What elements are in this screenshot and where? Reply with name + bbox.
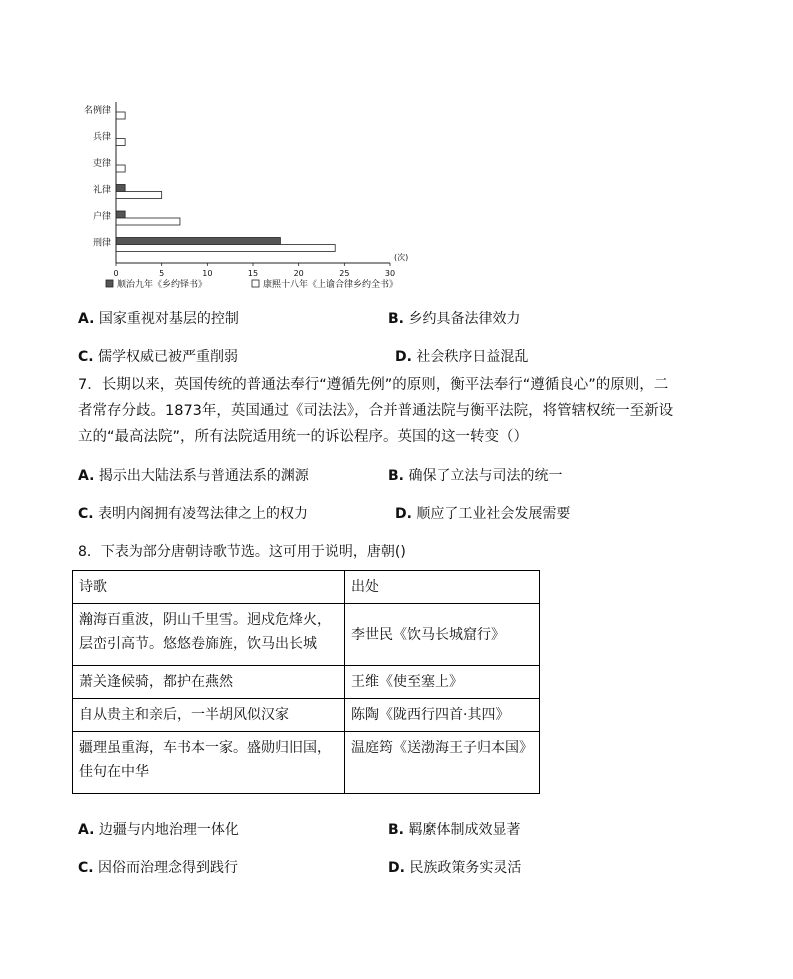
option-letter: A. [78,468,95,484]
option-letter: D. [388,860,405,876]
option-text: 确保了立法与司法的统一 [408,468,563,484]
q6-option-c[interactable] [78,347,238,367]
q8-option-b[interactable] [388,820,520,840]
bar-kangxi [116,245,335,252]
legend-label: 康熙十八年《上谕合律乡约全书》 [263,280,399,290]
table-cell-source: 王维《使至塞上》 [345,666,540,699]
bar-shunzhi [116,185,125,192]
option-letter: C. [78,506,94,522]
option-text: 儒学权威已被严重削弱 [98,349,239,365]
option-text: 顺应了工业社会发展需要 [416,506,571,522]
option-letter: D. [395,506,412,522]
q7-option-b[interactable] [388,466,562,486]
q8-option-d[interactable] [388,858,521,878]
category-label: 礼律 [92,185,111,196]
table-header-poem: 诗歌 [73,571,345,604]
option-text: 乡约具备法律效力 [408,311,521,327]
q6-option-b[interactable] [388,309,520,329]
option-text: 羁縻体制成效显著 [408,822,521,838]
table-row [73,604,540,666]
x-unit-label: (次) [394,253,409,262]
legend-swatch [252,280,259,287]
option-text: 民族政策务实灵活 [409,860,522,876]
q7-option-a[interactable] [78,466,309,486]
option-letter: D. [395,349,412,365]
q6-option-d[interactable] [395,347,528,367]
q8-option-a[interactable] [78,820,239,840]
option-letter: B. [388,468,404,484]
table-header-source: 出处 [345,571,540,604]
category-label: 名例律 [83,106,111,116]
legend-swatch [106,280,113,287]
category-label: 户律 [92,212,111,222]
category-label: 刑律 [92,238,111,249]
table-cell-source: 温庭筠《送渤海王子归本国》 [345,732,540,794]
table-row [73,666,540,699]
x-tick-label: 25 [339,269,350,278]
option-letter: B. [388,822,404,838]
option-text: 边疆与内地治理一体化 [98,822,239,838]
table-cell-source: 李世民《饮马长城窟行》 [345,604,540,666]
q7-option-d[interactable] [395,504,570,524]
option-letter: C. [78,860,94,876]
q8-option-c[interactable] [78,858,238,878]
q7-option-c[interactable] [78,504,308,524]
option-text: 表明内阁拥有凌驾法律之上的权力 [98,506,309,522]
bar-kangxi [116,165,125,172]
x-tick-label: 20 [293,269,304,278]
table-row [73,699,540,732]
option-letter: C. [78,349,94,365]
x-tick-label: 0 [113,269,119,278]
legend-label: 顺治九年《乡约铎书》 [117,280,208,290]
table-cell-poem: 自从贵主和亲后，一半胡风似汉家 [73,699,345,732]
table-header-row [73,571,540,604]
q6-option-a[interactable] [78,309,239,329]
category-label: 吏律 [92,159,111,169]
table-cell-source: 陈陶《陇西行四首·其四》 [345,699,540,732]
option-text: 国家重视对基层的控制 [98,311,239,327]
bar-kangxi [116,112,125,119]
table-cell-poem: 萧关逢候骑，都护在燕然 [73,666,345,699]
table-row [73,732,540,794]
bar-kangxi [116,218,180,225]
option-letter: A. [78,311,95,327]
option-letter: B. [388,311,404,327]
bar-chart [80,98,420,298]
option-text: 因俗而治理念得到践行 [98,860,239,876]
x-tick-label: 15 [247,269,259,278]
option-text: 社会秩序日益混乱 [416,349,529,365]
x-tick-label: 5 [159,269,165,278]
x-tick-label: 10 [202,269,213,278]
q8-stem: 8．下表为部分唐朝诗歌节选。这可用于说明，唐朝() [78,544,406,560]
table-cell-poem: 瀚海百重波，阴山千里雪。迥戍危烽火，层峦引高节。悠悠卷旆旌，饮马出长城 [73,604,345,666]
bar-kangxi [116,192,162,199]
poem-table [72,570,540,794]
table-cell-poem: 疆理虽重海，车书本一家。盛勋归旧国，佳句在中华 [73,732,345,794]
bar-shunzhi [116,211,125,218]
bar-shunzhi [116,238,280,245]
q7-stem: 7．长期以来，英国传统的普通法奉行“遵循先例”的原则，衡平法奉行“遵循良心”的原则，二者常存分歧。1873年，英国通过《司法法》，合并普通法院与衡平法院，将管辖权统一至新设立的“最高法院”，所有法院适用统一的诉讼程序。英国的这一转变（） [78,377,674,445]
category-label: 兵律 [92,132,111,143]
x-tick-label: 30 [384,269,396,278]
option-text: 揭示出大陆法系与普通法系的渊源 [98,468,309,484]
option-letter: A. [78,822,95,838]
bar-kangxi [116,139,125,146]
